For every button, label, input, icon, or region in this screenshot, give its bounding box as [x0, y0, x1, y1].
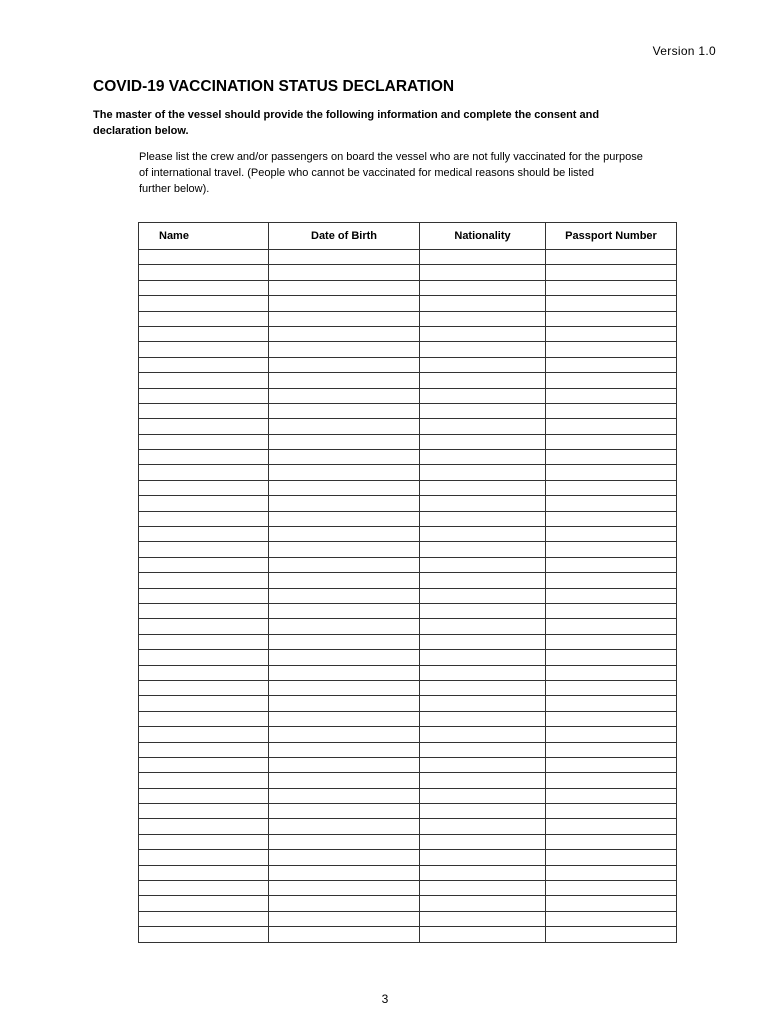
- table-row: [139, 680, 677, 695]
- nationality-cell[interactable]: [420, 865, 546, 880]
- nationality-cell[interactable]: [420, 280, 546, 295]
- date-of-birth-cell[interactable]: [269, 373, 420, 388]
- nationality-cell[interactable]: [420, 757, 546, 772]
- name-cell[interactable]: [139, 311, 269, 326]
- name-cell[interactable]: [139, 634, 269, 649]
- instructions-text: [139, 149, 699, 197]
- nationality-cell[interactable]: [420, 465, 546, 480]
- table-row: [139, 634, 677, 649]
- date-of-birth-cell[interactable]: [269, 742, 420, 757]
- nationality-cell[interactable]: [420, 804, 546, 819]
- name-cell[interactable]: [139, 850, 269, 865]
- name-cell[interactable]: [139, 373, 269, 388]
- table-row: [139, 927, 677, 942]
- date-of-birth-cell[interactable]: [269, 881, 420, 896]
- name-cell[interactable]: [139, 496, 269, 511]
- nationality-cell[interactable]: [420, 619, 546, 634]
- table-row: [139, 896, 677, 911]
- passport-number-cell[interactable]: [546, 326, 677, 341]
- passport-number-cell[interactable]: [546, 373, 677, 388]
- date-of-birth-cell[interactable]: [269, 619, 420, 634]
- nationality-cell[interactable]: [420, 265, 546, 280]
- nationality-cell[interactable]: [420, 480, 546, 495]
- crew-passenger-table: [138, 222, 677, 943]
- table-row: [139, 480, 677, 495]
- date-of-birth-cell[interactable]: [269, 896, 420, 911]
- nationality-cell[interactable]: [420, 634, 546, 649]
- nationality-cell[interactable]: [420, 434, 546, 449]
- name-cell[interactable]: [139, 773, 269, 788]
- passport-number-cell[interactable]: [546, 711, 677, 726]
- date-of-birth-cell[interactable]: [269, 634, 420, 649]
- name-cell[interactable]: [139, 911, 269, 926]
- column-header-date-of-birth: Date of Birth: [269, 223, 420, 250]
- nationality-cell[interactable]: [420, 326, 546, 341]
- name-cell[interactable]: [139, 573, 269, 588]
- name-cell[interactable]: [139, 665, 269, 680]
- table-row: [139, 804, 677, 819]
- table-body: [139, 250, 677, 943]
- table-row: [139, 280, 677, 295]
- table-row: [139, 527, 677, 542]
- name-cell[interactable]: [139, 434, 269, 449]
- nationality-cell[interactable]: [420, 296, 546, 311]
- nationality-cell[interactable]: [420, 665, 546, 680]
- passport-number-cell[interactable]: [546, 311, 677, 326]
- nationality-cell[interactable]: [420, 496, 546, 511]
- name-cell[interactable]: [139, 865, 269, 880]
- table-row: [139, 450, 677, 465]
- passport-number-cell[interactable]: [546, 850, 677, 865]
- nationality-cell[interactable]: [420, 603, 546, 618]
- table-row: [139, 881, 677, 896]
- passport-number-cell[interactable]: [546, 480, 677, 495]
- date-of-birth-cell[interactable]: [269, 788, 420, 803]
- passport-number-cell[interactable]: [546, 388, 677, 403]
- name-cell[interactable]: [139, 742, 269, 757]
- name-cell[interactable]: [139, 881, 269, 896]
- date-of-birth-cell[interactable]: [269, 250, 420, 265]
- nationality-cell[interactable]: [420, 773, 546, 788]
- passport-number-cell[interactable]: [546, 696, 677, 711]
- table-row: [139, 373, 677, 388]
- date-of-birth-cell[interactable]: [269, 496, 420, 511]
- name-cell[interactable]: [139, 727, 269, 742]
- nationality-cell[interactable]: [420, 896, 546, 911]
- passport-number-cell[interactable]: [546, 496, 677, 511]
- name-cell[interactable]: [139, 557, 269, 572]
- date-of-birth-cell[interactable]: [269, 727, 420, 742]
- passport-number-cell[interactable]: [546, 265, 677, 280]
- table-row: [139, 342, 677, 357]
- table-row: [139, 542, 677, 557]
- nationality-cell[interactable]: [420, 419, 546, 434]
- date-of-birth-cell[interactable]: [269, 480, 420, 495]
- nationality-cell[interactable]: [420, 819, 546, 834]
- table-row: [139, 465, 677, 480]
- name-cell[interactable]: [139, 357, 269, 372]
- passport-number-cell[interactable]: [546, 527, 677, 542]
- name-cell[interactable]: [139, 480, 269, 495]
- date-of-birth-cell[interactable]: [269, 357, 420, 372]
- passport-number-cell[interactable]: [546, 896, 677, 911]
- date-of-birth-cell[interactable]: [269, 280, 420, 295]
- name-cell[interactable]: [139, 250, 269, 265]
- table-row: [139, 250, 677, 265]
- passport-number-cell[interactable]: [546, 588, 677, 603]
- passport-number-cell[interactable]: [546, 680, 677, 695]
- table-row: [139, 296, 677, 311]
- table-row: [139, 496, 677, 511]
- name-cell[interactable]: [139, 527, 269, 542]
- nationality-cell[interactable]: [420, 542, 546, 557]
- date-of-birth-cell[interactable]: [269, 603, 420, 618]
- table-row: [139, 434, 677, 449]
- nationality-cell[interactable]: [420, 250, 546, 265]
- date-of-birth-cell[interactable]: [269, 573, 420, 588]
- table-row: [139, 911, 677, 926]
- date-of-birth-cell[interactable]: [269, 311, 420, 326]
- table-row: [139, 727, 677, 742]
- nationality-cell[interactable]: [420, 927, 546, 942]
- nationality-cell[interactable]: [420, 388, 546, 403]
- name-cell[interactable]: [139, 804, 269, 819]
- date-of-birth-cell[interactable]: [269, 419, 420, 434]
- table-row: [139, 265, 677, 280]
- intro-text: The master of the vessel should provide the following information and complete the consent and declaration below.: [93, 109, 600, 137]
- table-row: [139, 665, 677, 680]
- nationality-cell[interactable]: [420, 573, 546, 588]
- table-row: [139, 757, 677, 772]
- name-cell[interactable]: [139, 419, 269, 434]
- passport-number-cell[interactable]: [546, 911, 677, 926]
- name-cell[interactable]: [139, 511, 269, 526]
- table-row: [139, 311, 677, 326]
- passport-number-cell[interactable]: [546, 450, 677, 465]
- date-of-birth-cell[interactable]: [269, 588, 420, 603]
- date-of-birth-cell[interactable]: [269, 557, 420, 572]
- table-row: [139, 588, 677, 603]
- passport-number-cell[interactable]: [546, 511, 677, 526]
- nationality-cell[interactable]: [420, 834, 546, 849]
- page-title: COVID-19 VACCINATION STATUS DECLARATION: [93, 78, 455, 95]
- table-row: [139, 834, 677, 849]
- date-of-birth-cell[interactable]: [269, 296, 420, 311]
- instructions-line: of international travel. (People who cannot be vaccinated for medical reasons should be listed: [139, 167, 594, 179]
- passport-number-cell[interactable]: [546, 403, 677, 418]
- date-of-birth-cell[interactable]: [269, 757, 420, 772]
- passport-number-cell[interactable]: [546, 773, 677, 788]
- table-row: [139, 711, 677, 726]
- name-cell[interactable]: [139, 342, 269, 357]
- date-of-birth-cell[interactable]: [269, 403, 420, 418]
- name-cell[interactable]: [139, 619, 269, 634]
- passport-number-cell[interactable]: [546, 804, 677, 819]
- table-row: [139, 788, 677, 803]
- name-cell[interactable]: [139, 280, 269, 295]
- passport-number-cell[interactable]: [546, 280, 677, 295]
- nationality-cell[interactable]: [420, 357, 546, 372]
- name-cell[interactable]: [139, 326, 269, 341]
- passport-number-cell[interactable]: [546, 742, 677, 757]
- nationality-cell[interactable]: [420, 557, 546, 572]
- nationality-cell[interactable]: [420, 373, 546, 388]
- name-cell[interactable]: [139, 450, 269, 465]
- nationality-cell[interactable]: [420, 511, 546, 526]
- passport-number-cell[interactable]: [546, 357, 677, 372]
- table-row: [139, 388, 677, 403]
- passport-number-cell[interactable]: [546, 757, 677, 772]
- passport-number-cell[interactable]: [546, 650, 677, 665]
- date-of-birth-cell[interactable]: [269, 927, 420, 942]
- passport-number-cell[interactable]: [546, 834, 677, 849]
- date-of-birth-cell[interactable]: [269, 450, 420, 465]
- passport-number-cell[interactable]: [546, 573, 677, 588]
- date-of-birth-cell[interactable]: [269, 388, 420, 403]
- date-of-birth-cell[interactable]: [269, 265, 420, 280]
- nationality-cell[interactable]: [420, 650, 546, 665]
- passport-number-cell[interactable]: [546, 250, 677, 265]
- passport-number-cell[interactable]: [546, 465, 677, 480]
- name-cell[interactable]: [139, 296, 269, 311]
- table-row: [139, 696, 677, 711]
- nationality-cell[interactable]: [420, 342, 546, 357]
- table-row: [139, 650, 677, 665]
- name-cell[interactable]: [139, 588, 269, 603]
- passport-number-cell[interactable]: [546, 557, 677, 572]
- date-of-birth-cell[interactable]: [269, 542, 420, 557]
- nationality-cell[interactable]: [420, 881, 546, 896]
- date-of-birth-cell[interactable]: [269, 434, 420, 449]
- date-of-birth-cell[interactable]: [269, 911, 420, 926]
- date-of-birth-cell[interactable]: [269, 342, 420, 357]
- date-of-birth-cell[interactable]: [269, 804, 420, 819]
- name-cell[interactable]: [139, 542, 269, 557]
- nationality-cell[interactable]: [420, 403, 546, 418]
- passport-number-cell[interactable]: [546, 865, 677, 880]
- date-of-birth-cell[interactable]: [269, 850, 420, 865]
- nationality-cell[interactable]: [420, 680, 546, 695]
- name-cell[interactable]: [139, 757, 269, 772]
- table-row: [139, 573, 677, 588]
- table-row: [139, 865, 677, 880]
- nationality-cell[interactable]: [420, 727, 546, 742]
- table-row: [139, 326, 677, 341]
- table-row: [139, 557, 677, 572]
- name-cell[interactable]: [139, 388, 269, 403]
- nationality-cell[interactable]: [420, 788, 546, 803]
- date-of-birth-cell[interactable]: [269, 465, 420, 480]
- table-row: [139, 619, 677, 634]
- nationality-cell[interactable]: [420, 588, 546, 603]
- nationality-cell[interactable]: [420, 711, 546, 726]
- date-of-birth-cell[interactable]: [269, 696, 420, 711]
- date-of-birth-cell[interactable]: [269, 773, 420, 788]
- nationality-cell[interactable]: [420, 742, 546, 757]
- name-cell[interactable]: [139, 465, 269, 480]
- date-of-birth-cell[interactable]: [269, 650, 420, 665]
- passport-number-cell[interactable]: [546, 603, 677, 618]
- table-header-row: [139, 223, 677, 250]
- passport-number-cell[interactable]: [546, 619, 677, 634]
- column-header-nationality: Nationality: [420, 223, 546, 250]
- name-cell[interactable]: [139, 711, 269, 726]
- date-of-birth-cell[interactable]: [269, 819, 420, 834]
- date-of-birth-cell[interactable]: [269, 865, 420, 880]
- passport-number-cell[interactable]: [546, 342, 677, 357]
- nationality-cell[interactable]: [420, 911, 546, 926]
- date-of-birth-cell[interactable]: [269, 665, 420, 680]
- name-cell[interactable]: [139, 927, 269, 942]
- date-of-birth-cell[interactable]: [269, 834, 420, 849]
- page-number: 3: [381, 992, 389, 1006]
- name-cell[interactable]: [139, 819, 269, 834]
- date-of-birth-cell[interactable]: [269, 511, 420, 526]
- passport-number-cell[interactable]: [546, 665, 677, 680]
- name-cell[interactable]: [139, 680, 269, 695]
- passport-number-cell[interactable]: [546, 634, 677, 649]
- date-of-birth-cell[interactable]: [269, 680, 420, 695]
- name-cell[interactable]: [139, 603, 269, 618]
- nationality-cell[interactable]: [420, 696, 546, 711]
- name-cell[interactable]: [139, 403, 269, 418]
- name-cell[interactable]: [139, 788, 269, 803]
- table-row: [139, 511, 677, 526]
- passport-number-cell[interactable]: [546, 819, 677, 834]
- table-row: [139, 403, 677, 418]
- table-row: [139, 603, 677, 618]
- table-row: [139, 773, 677, 788]
- passport-number-cell[interactable]: [546, 727, 677, 742]
- name-cell[interactable]: [139, 834, 269, 849]
- name-cell[interactable]: [139, 896, 269, 911]
- table-row: [139, 850, 677, 865]
- nationality-cell[interactable]: [420, 311, 546, 326]
- name-cell[interactable]: [139, 696, 269, 711]
- passport-number-cell[interactable]: [546, 927, 677, 942]
- name-cell[interactable]: [139, 265, 269, 280]
- passport-number-cell[interactable]: [546, 296, 677, 311]
- instructions-line: further below).: [139, 183, 210, 195]
- column-header-name: Name: [139, 223, 269, 250]
- instructions-line: Please list the crew and/or passengers on board the vessel who are not fully vaccinated for the purpose: [139, 151, 643, 163]
- date-of-birth-cell[interactable]: [269, 527, 420, 542]
- nationality-cell[interactable]: [420, 527, 546, 542]
- name-cell[interactable]: [139, 650, 269, 665]
- version-label: Version 1.0: [652, 44, 716, 58]
- table-row: [139, 819, 677, 834]
- passport-number-cell[interactable]: [546, 419, 677, 434]
- column-header-passport-number: Passport Number: [546, 223, 677, 250]
- passport-number-cell[interactable]: [546, 434, 677, 449]
- table-row: [139, 742, 677, 757]
- nationality-cell[interactable]: [420, 850, 546, 865]
- passport-number-cell[interactable]: [546, 542, 677, 557]
- date-of-birth-cell[interactable]: [269, 326, 420, 341]
- date-of-birth-cell[interactable]: [269, 711, 420, 726]
- passport-number-cell[interactable]: [546, 788, 677, 803]
- table-row: [139, 419, 677, 434]
- nationality-cell[interactable]: [420, 450, 546, 465]
- passport-number-cell[interactable]: [546, 881, 677, 896]
- table-row: [139, 357, 677, 372]
